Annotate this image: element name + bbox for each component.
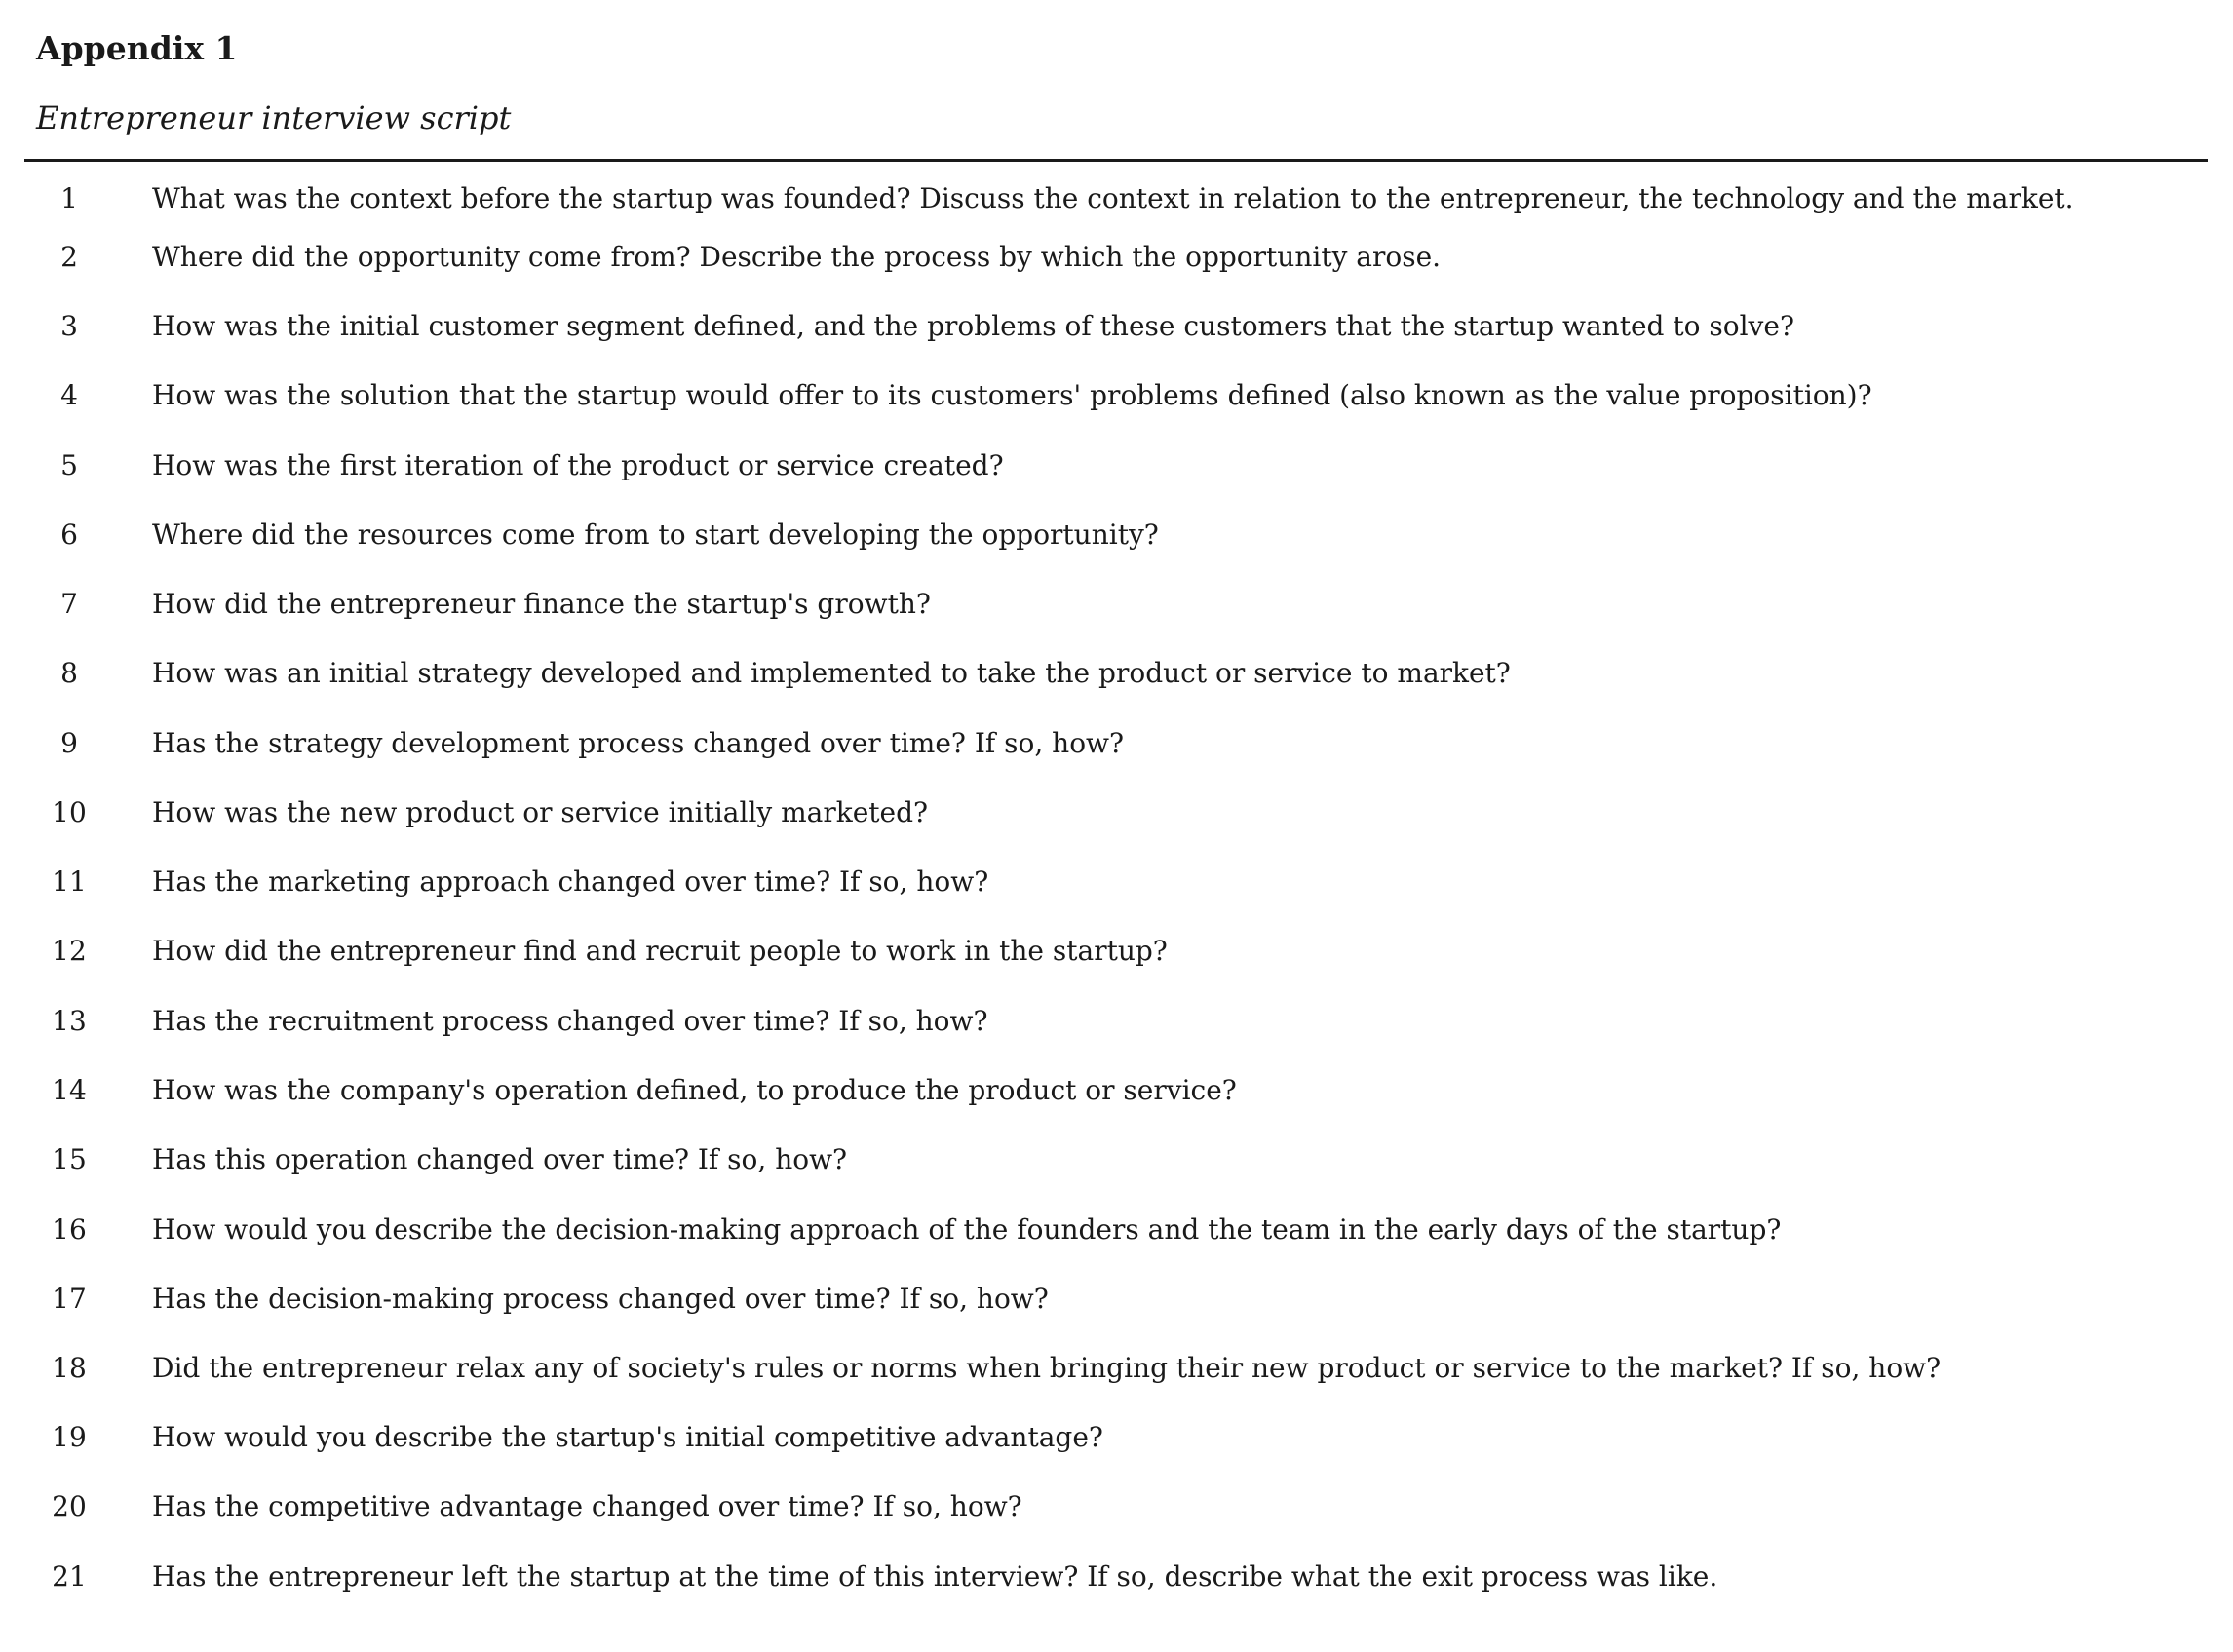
question-text: What was the context before the startup was founded? Discuss the context in relation to the entrepreneur, the technology and the market. xyxy=(152,182,2074,214)
question-row xyxy=(0,1278,2233,1321)
question-row xyxy=(0,177,2233,220)
question-row xyxy=(0,444,2233,487)
question-text: Has the marketing approach changed over time? If so, how? xyxy=(152,865,989,898)
question-number: 9 xyxy=(60,727,78,759)
question-text: How was the solution that the startup would offer to its customers' problems defined (also known as the value proposition)? xyxy=(152,379,1872,411)
question-row xyxy=(0,1000,2233,1043)
question-text: How did the entrepreneur finance the startup's growth? xyxy=(152,588,931,620)
question-number: 19 xyxy=(52,1421,87,1453)
question-text: How was the company's operation defined, to produce the product or service? xyxy=(152,1074,1237,1106)
question-number: 7 xyxy=(60,588,78,620)
question-row xyxy=(0,1416,2233,1459)
question-row xyxy=(0,930,2233,973)
question-number: 1 xyxy=(60,182,78,214)
question-text: Has the strategy development process changed over time? If so, how? xyxy=(152,727,1125,759)
question-text: Where did the opportunity come from? Describe the process by which the opportunity arose. xyxy=(152,241,1442,273)
question-row xyxy=(0,514,2233,557)
question-row xyxy=(0,861,2233,903)
question-row xyxy=(0,236,2233,279)
question-number: 2 xyxy=(60,241,78,273)
question-number: 15 xyxy=(52,1143,87,1175)
question-text: How was the first iteration of the product or service created? xyxy=(152,449,1004,481)
question-number: 18 xyxy=(52,1352,87,1384)
question-number: 6 xyxy=(60,519,78,551)
question-number: 3 xyxy=(60,310,78,342)
question-text: How would you describe the startup's initial competitive advantage? xyxy=(152,1421,1103,1453)
appendix-subtitle: Entrepreneur interview script xyxy=(36,99,512,136)
question-row xyxy=(0,1347,2233,1390)
question-text: How did the entrepreneur find and recruit people to work in the startup? xyxy=(152,935,1168,967)
question-number: 5 xyxy=(60,449,78,481)
question-text: How was the new product or service initially marketed? xyxy=(152,796,929,828)
question-row xyxy=(0,1069,2233,1112)
question-text: How was the initial customer segment defined, and the problems of these customers that the startup wanted to solve? xyxy=(152,310,1794,342)
question-row xyxy=(0,722,2233,765)
question-row xyxy=(0,1209,2233,1251)
question-row xyxy=(0,652,2233,695)
question-number: 8 xyxy=(60,657,78,689)
question-number: 14 xyxy=(52,1074,87,1106)
question-number: 20 xyxy=(52,1490,87,1522)
question-number: 12 xyxy=(52,935,87,967)
question-text: How would you describe the decision-making approach of the founders and the team in the early days of the startup? xyxy=(152,1213,1782,1246)
question-text: Where did the resources come from to start developing the opportunity? xyxy=(152,519,1159,551)
question-text: Did the entrepreneur relax any of society's rules or norms when bringing their new product or service to the market? If so, how? xyxy=(152,1352,1942,1384)
question-number: 17 xyxy=(52,1283,87,1315)
question-number: 11 xyxy=(52,865,87,898)
question-row xyxy=(0,374,2233,417)
question-text: Has the entrepreneur left the startup at the time of this interview? If so, describe what the exit process was like. xyxy=(152,1560,1718,1593)
question-number: 16 xyxy=(52,1213,87,1246)
question-text: How was an initial strategy developed and implemented to take the product or service to market? xyxy=(152,657,1511,689)
question-text: Has this operation changed over time? If so, how? xyxy=(152,1143,848,1175)
question-number: 10 xyxy=(52,796,87,828)
question-text: Has the recruitment process changed over time? If so, how? xyxy=(152,1005,988,1037)
question-row xyxy=(0,1485,2233,1528)
question-number: 21 xyxy=(52,1560,87,1593)
question-number: 13 xyxy=(52,1005,87,1037)
question-row xyxy=(0,1138,2233,1181)
question-row xyxy=(0,305,2233,348)
question-row xyxy=(0,583,2233,626)
question-text: Has the competitive advantage changed over time? If so, how? xyxy=(152,1490,1022,1522)
appendix-title: Appendix 1 xyxy=(36,29,238,67)
question-row xyxy=(0,791,2233,834)
question-row xyxy=(0,1556,2233,1598)
question-number: 4 xyxy=(60,379,78,411)
question-text: Has the decision-making process changed over time? If so, how? xyxy=(152,1283,1049,1315)
